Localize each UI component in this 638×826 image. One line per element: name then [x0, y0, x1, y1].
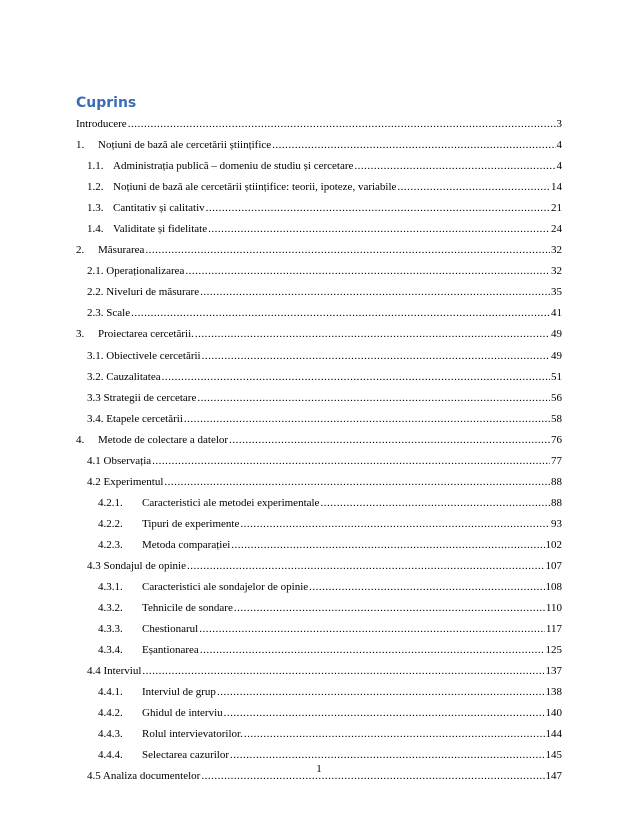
toc-entry-page: 125	[545, 644, 562, 657]
toc-entry[interactable]	[76, 518, 562, 539]
toc-entry-label: 4.1 Observația	[87, 454, 152, 467]
toc-entry-page: 147	[545, 770, 562, 783]
toc-entry-page: 77	[551, 454, 562, 467]
toc-entry-page: 140	[545, 707, 562, 720]
toc-entry-page: 3	[556, 118, 562, 130]
toc-entry-page: 49	[551, 328, 562, 341]
toc-entry-label: 3.1. Obiectivele cercetării	[87, 349, 201, 362]
dot-leader	[240, 518, 550, 530]
toc-entry-page: 76	[551, 433, 562, 446]
dot-leader	[195, 328, 550, 340]
toc-entry-number: 4.4.1.	[98, 686, 123, 699]
toc-entry-label: 4.5 Analiza documentelor	[87, 770, 201, 783]
toc-entry-number: 4.2.2.	[98, 517, 123, 530]
toc-entry-label: Introducere	[76, 118, 127, 130]
toc-entry[interactable]	[76, 392, 562, 413]
toc-entry-page: 56	[551, 391, 562, 404]
toc-entry-page: 108	[545, 581, 562, 594]
dot-leader	[224, 707, 545, 719]
toc-entry-label: Tipuri de experimente	[142, 517, 240, 530]
toc-entry[interactable]	[76, 581, 562, 602]
toc-entry[interactable]	[76, 644, 562, 665]
toc-entry-label: Ghidul de interviu	[142, 707, 223, 720]
toc-entry-page: 35	[551, 286, 562, 299]
toc-entry-number: 4.2.1.	[98, 496, 123, 509]
toc-entry-page: 49	[551, 349, 562, 362]
toc-entry-number: 1.1.	[87, 160, 104, 173]
toc-entry-number: 1.4.	[87, 223, 104, 236]
toc-entry[interactable]	[76, 413, 562, 434]
dot-leader	[131, 307, 550, 319]
toc-entry[interactable]	[76, 307, 562, 328]
toc-entry-page: 32	[551, 265, 562, 278]
toc-entry-label: 3.2. Cauzalitatea	[87, 370, 161, 383]
dot-leader	[229, 434, 550, 446]
toc-entry-page: 24	[551, 223, 562, 236]
dot-leader	[142, 665, 544, 677]
toc-entry-page: 138	[545, 686, 562, 699]
toc-entry-number: 4.4.3.	[98, 728, 123, 741]
toc-entry-label: Proiectarea cercetării.	[98, 328, 194, 341]
toc-entry-page: 14	[551, 181, 562, 194]
toc-entry-label: Validitate și fidelitate	[113, 223, 208, 236]
toc-entry-label: Interviul de grup	[142, 686, 216, 699]
toc-entry-number: 1.2.	[87, 181, 104, 194]
toc-entry-number: 4.3.2.	[98, 602, 123, 615]
toc-entry-number: 1.	[76, 139, 85, 152]
toc-entry-label: 4.4 Interviul	[87, 665, 142, 678]
toc-entry[interactable]	[76, 244, 562, 265]
dot-leader	[197, 392, 550, 404]
toc-entry-label: Chestionarul	[142, 623, 199, 636]
dot-leader	[231, 539, 544, 551]
toc-entry[interactable]	[76, 434, 562, 455]
toc-entry-number: 4.3.3.	[98, 623, 123, 636]
toc-entry-page: 110	[545, 602, 562, 615]
toc-entry-label: Metoda comparației	[142, 538, 231, 551]
toc-entry[interactable]	[76, 371, 562, 392]
toc-entry-number: 4.2.3.	[98, 538, 123, 551]
toc-entry-page: 88	[551, 475, 562, 488]
toc-entry-number: 4.	[76, 433, 85, 446]
toc-entry-page: 4	[556, 139, 562, 152]
toc-entry-number: 1.3.	[87, 202, 104, 215]
toc-entry[interactable]	[76, 223, 562, 244]
toc-entry-label: Administrația publică – domeniu de studiu și cercetare	[113, 160, 354, 173]
dot-leader	[397, 181, 550, 193]
toc-entry-page: 137	[545, 665, 562, 678]
toc-entry-page: 93	[551, 517, 562, 530]
dot-leader	[272, 139, 555, 151]
toc-entry[interactable]	[76, 686, 562, 707]
dot-leader	[234, 602, 545, 614]
toc-entry-page: 145	[545, 749, 562, 762]
toc-entry-label: Tehnicile de sondare	[142, 602, 233, 615]
dot-leader	[199, 623, 545, 635]
toc-entry-page: 21	[551, 202, 562, 215]
toc-entry[interactable]	[76, 476, 562, 497]
dot-leader	[164, 476, 550, 488]
toc-entry-page: 41	[551, 307, 562, 320]
dot-leader	[128, 118, 556, 130]
toc-entry-number: 4.3.1.	[98, 581, 123, 594]
toc-entry-label: Caracteristici ale sondajelor de opinie	[142, 581, 309, 594]
toc-entry[interactable]	[76, 539, 562, 560]
toc-entry-label: 2.2. Niveluri de măsurare	[87, 286, 200, 299]
toc-entry-label: 4.3 Sondajul de opinie	[87, 559, 186, 572]
toc-entry-page: 102	[545, 538, 562, 551]
dot-leader	[208, 223, 550, 235]
toc-entry[interactable]	[76, 350, 562, 371]
toc-entry[interactable]	[76, 286, 562, 307]
dot-leader	[200, 286, 550, 298]
table-of-contents	[76, 118, 562, 792]
toc-entry-label: Noțiuni de bază ale cercetării științifice: teorii, ipoteze, variabile	[113, 181, 397, 194]
toc-entry[interactable]	[76, 328, 562, 349]
toc-entry-page: 51	[551, 370, 562, 383]
toc-entry[interactable]	[76, 160, 562, 181]
toc-entry-label: Caracteristici ale metodei experimentale	[142, 496, 320, 509]
dot-leader	[187, 560, 545, 572]
dot-leader	[184, 413, 550, 425]
toc-entry-label: Metode de colectare a datelor	[98, 433, 229, 446]
toc-entry-label: 4.2 Experimentul	[87, 475, 164, 488]
toc-entry-page: 107	[545, 559, 562, 572]
dot-leader	[162, 371, 550, 383]
toc-title: Cuprins	[76, 95, 137, 111]
toc-entry[interactable]	[76, 560, 562, 581]
toc-entry-page: 58	[551, 412, 562, 425]
toc-entry-page: 144	[545, 728, 562, 741]
toc-entry-label: Eșantionarea	[142, 644, 199, 657]
dot-leader	[202, 350, 550, 362]
toc-entry-label: Selectarea cazurilor	[142, 749, 230, 762]
dot-leader	[200, 644, 545, 656]
dot-leader	[145, 244, 550, 256]
toc-entry-page: 117	[545, 623, 562, 636]
dot-leader	[206, 202, 550, 214]
toc-entry[interactable]	[76, 118, 562, 139]
toc-entry[interactable]	[76, 602, 562, 623]
toc-entry[interactable]	[76, 623, 562, 644]
toc-entry-page: 88	[551, 496, 562, 509]
toc-entry-number: 2.	[76, 244, 85, 257]
toc-entry[interactable]	[76, 181, 562, 202]
toc-entry[interactable]	[76, 139, 562, 160]
toc-entry-page: 4	[556, 160, 562, 173]
toc-entry[interactable]	[76, 265, 562, 286]
toc-entry-label: 3.4. Etapele cercetării	[87, 412, 183, 425]
toc-entry-label: Cantitativ și calitativ	[113, 202, 205, 215]
dot-leader	[217, 686, 545, 698]
toc-entry-number: 4.4.4.	[98, 749, 123, 762]
page-number: 1	[316, 763, 322, 775]
dot-leader	[309, 581, 544, 593]
toc-entry[interactable]	[76, 728, 562, 749]
toc-entry-page: 32	[551, 244, 562, 257]
dot-leader	[320, 497, 550, 509]
toc-entry[interactable]	[76, 455, 562, 476]
toc-entry-label: 3.3 Strategii de cercetare	[87, 391, 197, 404]
dot-leader	[185, 265, 550, 277]
toc-entry-label: Măsurarea	[98, 244, 145, 257]
dot-leader	[152, 455, 550, 467]
toc-entry[interactable]	[76, 665, 562, 686]
toc-entry-number: 3.	[76, 328, 85, 341]
toc-entry-label: Rolul intervievatorilor.	[142, 728, 243, 741]
dot-leader	[230, 749, 544, 761]
toc-entry-number: 4.4.2.	[98, 707, 123, 720]
dot-leader	[354, 160, 555, 172]
toc-entry[interactable]	[76, 707, 562, 728]
dot-leader	[244, 728, 545, 740]
toc-entry-label: Noțiuni de bază ale cercetării științifice	[98, 139, 272, 152]
toc-entry-label: 2.3. Scale	[87, 307, 131, 320]
toc-entry-number: 4.3.4.	[98, 644, 123, 657]
toc-entry[interactable]	[76, 202, 562, 223]
toc-entry[interactable]	[76, 497, 562, 518]
toc-entry-label: 2.1. Operaționalizarea	[87, 265, 185, 278]
